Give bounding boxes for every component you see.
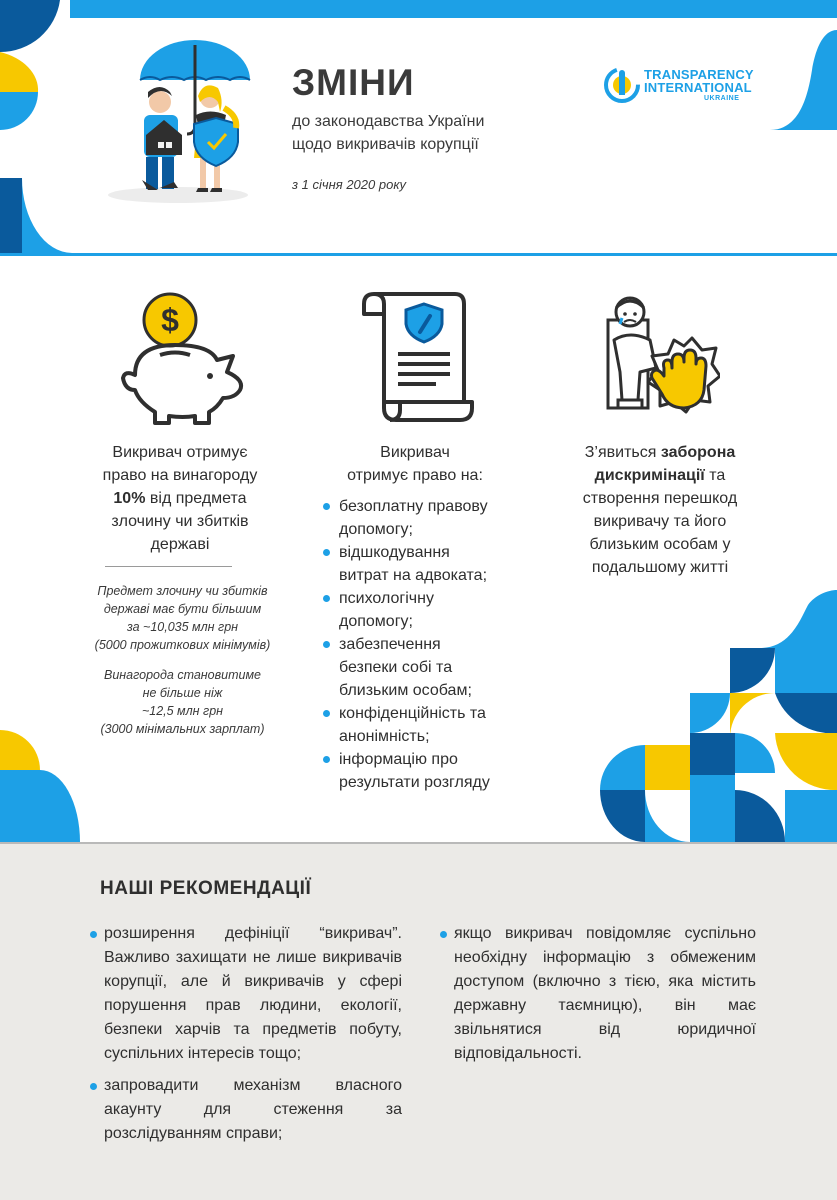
- note-line: (5000 прожиткових мінімумів): [94, 638, 271, 652]
- reward-note-limit: [70, 666, 295, 738]
- list-item-line: забезпечення: [339, 636, 441, 653]
- reward-line: право на винагороду: [102, 467, 258, 484]
- list-item-line: близьким особам;: [339, 682, 472, 699]
- reward-line: державі: [150, 536, 210, 553]
- effective-date: з 1 січня 2020 року: [292, 177, 406, 192]
- person-stop-hand-icon: [600, 290, 720, 430]
- reward-divider: [105, 566, 232, 567]
- list-item: [323, 633, 528, 702]
- list-item-line: відшкодування: [339, 544, 450, 561]
- note-line: (3000 мінімальних зарплат): [100, 722, 265, 736]
- discrimination-line: [555, 464, 765, 487]
- discrimination-line: викривачу та його: [593, 513, 727, 530]
- list-item-line: конфіденційність та: [339, 705, 486, 722]
- ti-logo-icon: [604, 67, 640, 103]
- list-item: [323, 748, 528, 794]
- discrimination-line: [555, 441, 765, 464]
- rights-heading: [315, 441, 515, 487]
- list-item: [323, 587, 528, 633]
- note-line: не більше ніж: [142, 686, 223, 700]
- reward-line: Викривач отримує: [112, 444, 248, 461]
- list-item-line: витрат на адвоката;: [339, 567, 488, 584]
- discrimination-line: подальшому житті: [591, 559, 729, 576]
- list-item-line: безпеки собі та: [339, 659, 453, 676]
- logo-line: INTERNATIONAL: [644, 80, 752, 95]
- subtitle-line: щодо викривачів корупції: [292, 136, 479, 153]
- discrimination-bold: заборона: [660, 444, 736, 461]
- list-item-line: результати розгляду: [339, 774, 490, 791]
- list-item-line: безоплатну правову: [339, 498, 488, 515]
- list-item: [323, 702, 528, 748]
- discrimination-line: створення перешкод: [582, 490, 738, 507]
- subtitle-line: до законодавства України: [292, 113, 485, 130]
- ti-ukraine-logo: [604, 67, 774, 107]
- discrimination-info: [555, 441, 765, 579]
- list-item: [323, 495, 528, 541]
- reward-line: [70, 487, 290, 510]
- discrimination-line-rest: та: [704, 467, 726, 484]
- top-bar: [70, 0, 837, 18]
- list-item: запровадити механізм власного акаунту для стеження за розслідуванням справи;: [90, 1074, 402, 1146]
- rights-list: [323, 495, 528, 794]
- page-title: ЗМІНИ: [292, 62, 415, 103]
- page-subtitle: [292, 110, 484, 156]
- logo-wordmark: [644, 68, 754, 94]
- header-divider: [0, 253, 837, 256]
- recommendations-list-left: [90, 922, 402, 1154]
- recommendations-title: НАШІ РЕКОМЕНДАЦІЇ: [100, 878, 312, 899]
- logo-country: UKRAINE: [704, 95, 740, 102]
- note-line: Предмет злочину чи збитків: [97, 584, 268, 598]
- list-item-line: анонімність;: [339, 728, 430, 745]
- note-line: державі має бути більшим: [103, 602, 262, 616]
- recommendations-section: [0, 842, 837, 1200]
- reward-percent: 10%: [113, 490, 146, 507]
- rights-heading-line: отримує право на:: [347, 467, 483, 484]
- rights-heading-line: Викривач: [380, 444, 450, 461]
- note-line: ~12,5 млн грн: [141, 704, 224, 718]
- list-item: розширення дефініції “викривач”. Важливо захищати не лише викривачів корупції, але й викривачів у сфері порушення прав людини, екології, безпеки харчів та предметів побуту, суспільних інтересів тощо;: [90, 922, 402, 1066]
- discrimination-line-pre: З’явиться: [584, 444, 661, 461]
- note-line: за ~10,035 млн грн: [126, 620, 239, 634]
- svg-text:$: $: [161, 302, 179, 338]
- reward-line: злочину чи збитків: [111, 513, 249, 530]
- discrimination-line: близьким особам у: [589, 536, 731, 553]
- piggy-bank-coin-icon: [105, 290, 250, 430]
- list-item-line: допомогу;: [339, 521, 413, 538]
- recommendations-list-right: [440, 922, 756, 1074]
- logo-line: TRANSPARENCY: [644, 67, 754, 82]
- list-item-line: інформацію про: [339, 751, 458, 768]
- reward-line-rest: від предмета: [145, 490, 247, 507]
- discrimination-bold: дискримінації: [594, 467, 705, 484]
- people-under-umbrella-icon: [100, 30, 280, 210]
- list-item-line: психологічну: [339, 590, 434, 607]
- reward-info: [70, 441, 290, 556]
- list-item: якщо викривач повідомляє суспільно необхідну інформацію з обмеженим доступом (включно з тією, яка містить державну таємницю), він має звільнятися від юридичної відповідальності.: [440, 922, 756, 1066]
- reward-note-threshold: [70, 582, 295, 654]
- list-item-line: допомогу;: [339, 613, 413, 630]
- list-item: [323, 541, 528, 587]
- note-line: Винагорода становитиме: [103, 668, 261, 682]
- document-shield-icon: [360, 290, 475, 425]
